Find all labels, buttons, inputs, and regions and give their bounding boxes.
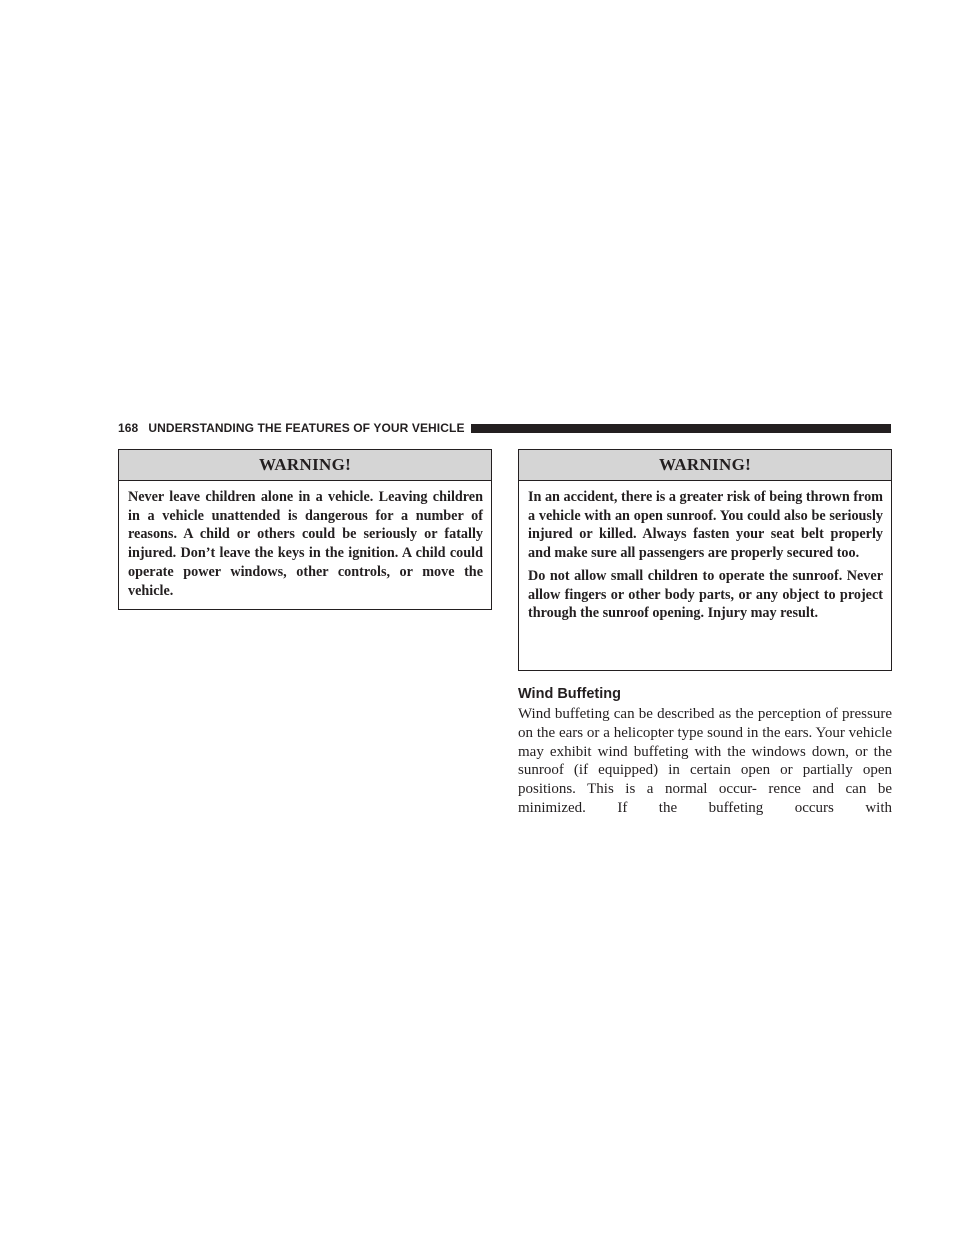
page-header (118, 419, 891, 437)
warning-body (519, 481, 891, 631)
warning-paragraph: Do not allow small children to operate the sunroof. Never allow fingers or other body parts, or any object to project through the sunroof opening. Injury may result. (528, 567, 883, 622)
section-title: UNDERSTANDING THE FEATURES OF YOUR VEHICLE (148, 421, 465, 435)
warning-box-sunroof (518, 449, 892, 671)
warning-body (119, 481, 491, 608)
warning-paragraph: In an accident, there is a greater risk of being thrown from a vehicle with an open sunroof. You could also be seriously injured or killed. Always fasten your seat belt properly and make sure all passengers are properly secured too. (528, 489, 883, 562)
section-body-text: Wind buffeting can be described as the perception of pressure on the ears or a helicopter type sound in the ears. Your vehicle may exhibit wind buffeting with the windows down, or the sunroof (if equipped) in certain open or partially open positions. This is a normal occur- rence and can be minimized. If the buffeting occurs with (518, 706, 892, 816)
warning-box-children (118, 449, 492, 610)
header-rule (471, 424, 891, 433)
warning-title: WARNING! (119, 450, 491, 481)
warning-paragraph: Never leave children alone in a vehicle. Leaving children in a vehicle unattended is dangerous for a number of reasons. A child or others could be seriously or fatally injured. Don’t leave the keys in the ignition. A child could operate power windows, other controls, or move the vehicle. (128, 489, 483, 599)
section-heading: Wind Buffeting (518, 686, 621, 702)
page-number: 168 (118, 421, 139, 435)
warning-title: WARNING! (519, 450, 891, 481)
